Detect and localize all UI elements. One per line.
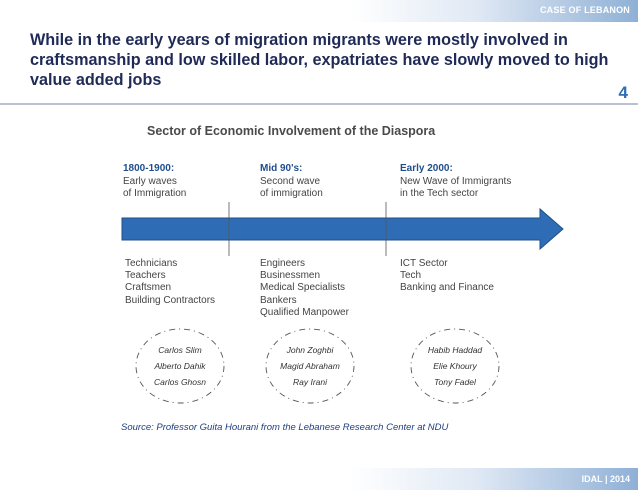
sector-item: Tech [400, 270, 422, 282]
sector-item: Bankers [260, 294, 297, 306]
era-description: Early waves [123, 175, 177, 187]
people-group-1 [135, 342, 225, 390]
people-group-3 [410, 342, 500, 390]
era-description: New Wave of Immigrants [400, 175, 512, 187]
sector-item: ICT Sector [400, 258, 448, 269]
era-description: of Immigration [123, 188, 187, 199]
sector-list-3 [400, 258, 494, 295]
sector-item: Banking and Finance [400, 282, 494, 294]
person-name: Elie Khoury [433, 361, 477, 371]
sector-list-2 [260, 258, 349, 319]
era-date: Mid 90's: [260, 163, 303, 174]
sector-item: Medical Specialists [260, 282, 346, 294]
sector-item: Craftsmen [125, 282, 172, 294]
source-citation: Source: Professor Guita Hourani from the Lebanese Research Center at NDU [121, 422, 449, 433]
footer-banner [0, 468, 638, 490]
era-description: Second wave [260, 175, 321, 187]
person-name: Habib Haddad [427, 345, 483, 355]
sector-item: Building Contractors [125, 294, 216, 306]
era-description: in the Tech sector [400, 188, 479, 199]
person-name: Magid Abraham [280, 361, 340, 371]
slide-headline: While in the early years of migration migrants were mostly involved in craftsmanship and low skilled labor, expatriates have slowly moved to high value added jobs [30, 31, 609, 89]
era-date: 1800-1900: [123, 163, 175, 174]
era-mid-90s [260, 163, 323, 201]
sector-item: Teachers [125, 270, 166, 282]
era-description: of immigration [260, 188, 323, 199]
person-name: Ray Irani [292, 377, 327, 387]
sector-item: Engineers [260, 258, 306, 269]
section-tag: CASE OF LEBANON [539, 5, 630, 15]
sector-list-1 [125, 258, 215, 307]
sector-item: Technicians [125, 258, 178, 269]
person-name: Tony Fadel [434, 377, 476, 387]
page-number: 4 [618, 83, 628, 102]
diagram-title: Sector of Economic Involvement of the Diaspora [147, 124, 436, 138]
people-group-2 [265, 342, 355, 390]
timeline-arrow-shape [122, 209, 563, 249]
era-date: Early 2000: [400, 163, 453, 174]
person-name: Alberto Dahik [154, 361, 206, 371]
footer-tag: IDAL | 2014 [581, 474, 630, 484]
sector-item: Qualified Manpower [260, 306, 349, 318]
era-1800-1900 [123, 163, 186, 201]
sector-item: Businessmen [260, 270, 321, 282]
era-early-2000 [400, 163, 511, 201]
person-name: John Zoghbi [286, 345, 334, 355]
person-name: Carlos Ghosn [154, 377, 206, 387]
person-name: Carlos Slim [158, 345, 202, 355]
